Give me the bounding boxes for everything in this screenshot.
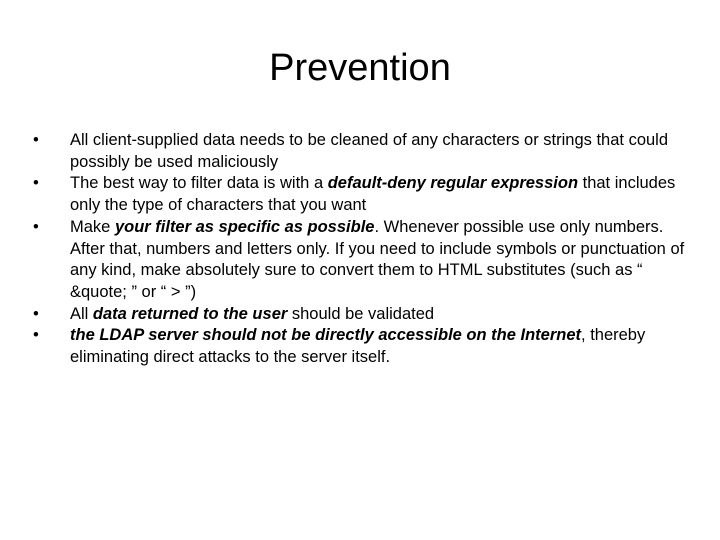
- bullet-item: [33, 325, 693, 368]
- emphasis-text: the LDAP server should not be directly accessible on the Internet: [70, 326, 582, 345]
- bullet-text: should be validated: [287, 304, 435, 323]
- emphasis-text: your filter as specific as possible: [114, 217, 375, 236]
- bullet-item: [33, 304, 693, 326]
- bullet-icon: •: [33, 131, 39, 149]
- bullet-icon: •: [33, 217, 39, 236]
- emphasis-text: data returned to the user: [92, 304, 288, 323]
- bullet-icon: •: [33, 304, 39, 323]
- emphasis-text: default-deny regular expression: [327, 174, 579, 193]
- bullet-text: . Whenever possible use only numbers. After that, numbers and letters only. If you need to include symbols or punctuation of any kind, make absolutely sure to convert them to HTML substitutes (such as “ &quote; ” or “ > ”): [70, 217, 685, 301]
- bullet-item: [33, 173, 693, 216]
- bullet-list: [33, 130, 693, 369]
- bullet-icon: •: [33, 326, 39, 345]
- bullet-icon: •: [33, 174, 39, 193]
- bullet-text: All client-supplied data needs to be cleaned of any characters or strings that could possibly be used maliciously: [70, 131, 669, 171]
- slide-title: Prevention: [269, 47, 451, 89]
- bullet-text: Make: [70, 217, 115, 236]
- bullet-item: [33, 217, 693, 304]
- bullet-text: The best way to filter data is with a: [70, 174, 328, 193]
- bullet-text: All: [70, 304, 93, 323]
- bullet-item: [33, 130, 693, 173]
- bullet-text: that includes only the type of characters that you want: [70, 174, 676, 215]
- bullet-text: , thereby eliminating direct attacks to the server itself.: [70, 326, 646, 367]
